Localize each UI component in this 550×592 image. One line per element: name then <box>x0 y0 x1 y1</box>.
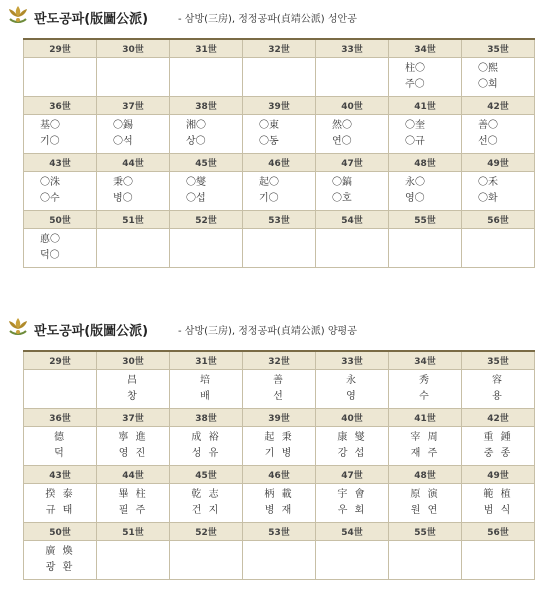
generation-label: 35世 <box>462 39 535 58</box>
hangul-name: 재 주 <box>410 448 440 459</box>
name-row <box>24 115 535 154</box>
hanja-name: 秉〇 <box>113 177 133 188</box>
name-cell <box>24 484 97 523</box>
section-title-row <box>0 0 550 34</box>
hanja-name: 寧 進 <box>118 432 148 443</box>
hanja-name: 昌 <box>127 375 139 386</box>
section-subtitle: - 삼방(三房), 정정공파(貞靖公派) 성안공 <box>178 14 357 25</box>
name-cell <box>97 427 170 466</box>
hanja-name: 畢 柱 <box>118 489 148 500</box>
hangul-name: 우 회 <box>337 505 367 516</box>
hangul-name: 상〇 <box>186 136 206 147</box>
generation-label: 39世 <box>243 97 316 115</box>
generation-label: 54世 <box>316 211 389 229</box>
generation-label: 49世 <box>462 154 535 172</box>
hangul-name: 성 유 <box>191 448 221 459</box>
name-cell <box>243 229 316 268</box>
hanja-name: 揆 泰 <box>45 489 75 500</box>
name-cell <box>316 58 389 97</box>
name-cell <box>170 541 243 580</box>
name-cell <box>170 370 243 409</box>
name-row <box>24 427 535 466</box>
name-cell <box>316 115 389 154</box>
name-cell <box>243 172 316 211</box>
hanja-name: 宰 周 <box>410 432 440 443</box>
name-cell <box>170 58 243 97</box>
generation-label: 39世 <box>243 409 316 427</box>
hangul-name: 중 종 <box>483 448 513 459</box>
generation-label: 34世 <box>389 351 462 370</box>
hanja-name: 善〇 <box>478 120 498 131</box>
generation-label: 38世 <box>170 409 243 427</box>
hangul-name: 기 병 <box>264 448 294 459</box>
hangul-name: 광 환 <box>45 562 75 573</box>
hanja-name: 乾 志 <box>191 489 221 500</box>
hanja-name: 廣 煥 <box>45 546 75 557</box>
name-cell <box>243 541 316 580</box>
hanja-name: 康 燮 <box>337 432 367 443</box>
name-cell <box>97 58 170 97</box>
hangul-name: 〇석 <box>113 136 133 147</box>
generation-label: 55世 <box>389 523 462 541</box>
generation-header-row <box>24 39 535 58</box>
name-cell <box>462 484 535 523</box>
generation-label: 42世 <box>462 409 535 427</box>
name-cell <box>462 427 535 466</box>
hanja-name: 宇 會 <box>337 489 367 500</box>
name-cell <box>97 541 170 580</box>
hangul-name: 용 <box>492 391 504 402</box>
hangul-name: 수 <box>419 391 431 402</box>
generation-header-row <box>24 409 535 427</box>
name-cell <box>243 370 316 409</box>
generation-label: 52世 <box>170 523 243 541</box>
hanja-name: 秀 <box>419 375 431 386</box>
generation-label: 51世 <box>97 211 170 229</box>
hanja-name: 永 <box>346 375 358 386</box>
hanja-name: 善 <box>273 375 285 386</box>
generation-label: 50世 <box>24 211 97 229</box>
generation-label: 43世 <box>24 466 97 484</box>
genealogy-section-1 <box>0 0 550 261</box>
generation-label: 49世 <box>462 466 535 484</box>
generation-label: 48世 <box>389 154 462 172</box>
hangul-name: 기〇 <box>40 136 60 147</box>
hanja-name: 〇錫 <box>113 120 133 131</box>
name-cell <box>316 370 389 409</box>
name-row <box>24 370 535 409</box>
hanja-name: 柄 載 <box>264 489 294 500</box>
name-cell <box>24 115 97 154</box>
generation-label: 48世 <box>389 466 462 484</box>
hanja-name: 成 裕 <box>191 432 221 443</box>
generation-label: 36世 <box>24 97 97 115</box>
hanja-name: 〇奎 <box>405 120 425 131</box>
generation-header-row <box>24 154 535 172</box>
generation-label: 32世 <box>243 39 316 58</box>
name-cell <box>462 172 535 211</box>
name-cell <box>316 229 389 268</box>
hangul-name: 〇희 <box>478 79 498 90</box>
name-cell <box>389 58 462 97</box>
generation-label: 44世 <box>97 466 170 484</box>
name-cell <box>462 229 535 268</box>
generation-label: 56世 <box>462 211 535 229</box>
name-cell <box>389 541 462 580</box>
generation-label: 47世 <box>316 154 389 172</box>
hangul-name: 필 주 <box>118 505 148 516</box>
section-subtitle: - 삼방(三房), 정정공파(貞靖公派) 양평공 <box>178 326 357 337</box>
name-row <box>24 484 535 523</box>
section-title: 판도공파(版圖公派) <box>34 324 149 339</box>
hangul-name: 선〇 <box>478 136 498 147</box>
generation-label: 46世 <box>243 466 316 484</box>
hangul-name: 원 연 <box>410 505 440 516</box>
hanja-name: 〇鎬 <box>332 177 352 188</box>
generation-label: 32世 <box>243 351 316 370</box>
hanja-name: 起〇 <box>259 177 279 188</box>
name-cell <box>243 484 316 523</box>
generation-label: 40世 <box>316 409 389 427</box>
name-cell <box>24 541 97 580</box>
name-cell <box>24 370 97 409</box>
generation-label: 50世 <box>24 523 97 541</box>
family-crest-icon <box>5 4 31 26</box>
name-cell <box>389 172 462 211</box>
hangul-name: 영 <box>346 391 358 402</box>
generation-label: 45世 <box>170 154 243 172</box>
name-cell <box>316 427 389 466</box>
name-cell <box>24 427 97 466</box>
hangul-name: 강 섭 <box>337 448 367 459</box>
hangul-name: 건 지 <box>191 505 221 516</box>
generation-label: 35世 <box>462 351 535 370</box>
generation-label: 31世 <box>170 351 243 370</box>
name-cell <box>243 115 316 154</box>
generation-header-row <box>24 523 535 541</box>
generation-label: 55世 <box>389 211 462 229</box>
generation-label: 41世 <box>389 409 462 427</box>
name-cell <box>97 172 170 211</box>
generation-label: 34世 <box>389 39 462 58</box>
generation-label: 37世 <box>97 97 170 115</box>
hanja-name: 德 <box>54 432 66 443</box>
generation-label: 36世 <box>24 409 97 427</box>
name-cell <box>170 484 243 523</box>
generation-label: 53世 <box>243 211 316 229</box>
hanja-name: 湘〇 <box>186 120 206 131</box>
generation-label: 45世 <box>170 466 243 484</box>
name-cell <box>97 484 170 523</box>
name-cell <box>389 115 462 154</box>
name-cell <box>462 58 535 97</box>
generation-label: 40世 <box>316 97 389 115</box>
generation-label: 41世 <box>389 97 462 115</box>
name-cell <box>170 229 243 268</box>
generation-header-row <box>24 466 535 484</box>
hanja-name: 起 秉 <box>264 432 294 443</box>
name-cell <box>462 115 535 154</box>
hanja-name: 重 鍾 <box>483 432 513 443</box>
name-row <box>24 229 535 268</box>
genealogy-section-2 <box>0 312 550 573</box>
name-row <box>24 58 535 97</box>
hangul-name: 〇규 <box>405 136 425 147</box>
generation-table <box>23 350 535 580</box>
hangul-name: 창 <box>127 391 139 402</box>
hanja-name: 悳〇 <box>40 234 60 245</box>
generation-label: 38世 <box>170 97 243 115</box>
generation-header-row <box>24 211 535 229</box>
generation-header-row <box>24 97 535 115</box>
name-cell <box>24 58 97 97</box>
name-cell <box>170 172 243 211</box>
name-cell <box>462 370 535 409</box>
hangul-name: 〇수 <box>40 193 60 204</box>
hangul-name: 영〇 <box>405 193 425 204</box>
name-cell <box>170 115 243 154</box>
hangul-name: 병 재 <box>264 505 294 516</box>
hanja-name: 〇東 <box>259 120 279 131</box>
name-cell <box>316 541 389 580</box>
hanja-name: 〇禾 <box>478 177 498 188</box>
hanja-name: 原 演 <box>410 489 440 500</box>
hanja-name: 永〇 <box>405 177 425 188</box>
generation-label: 31世 <box>170 39 243 58</box>
name-cell <box>389 370 462 409</box>
generation-label: 30世 <box>97 39 170 58</box>
generation-table <box>23 38 535 268</box>
name-cell <box>389 229 462 268</box>
name-row <box>24 172 535 211</box>
hangul-name: 〇호 <box>332 193 352 204</box>
name-cell <box>24 229 97 268</box>
hanja-name: 培 <box>200 375 212 386</box>
name-cell <box>316 172 389 211</box>
hangul-name: 연〇 <box>332 136 352 147</box>
generation-label: 43世 <box>24 154 97 172</box>
hangul-name: 선 <box>273 391 285 402</box>
name-cell <box>24 172 97 211</box>
name-cell <box>97 370 170 409</box>
name-cell <box>316 484 389 523</box>
section-title: 판도공파(版圖公派) <box>34 12 149 27</box>
name-row <box>24 541 535 580</box>
section-title-row <box>0 312 550 346</box>
generation-label: 44世 <box>97 154 170 172</box>
generation-label: 56世 <box>462 523 535 541</box>
generation-label: 29世 <box>24 351 97 370</box>
family-crest-icon <box>5 316 31 338</box>
name-cell <box>243 427 316 466</box>
generation-label: 33世 <box>316 39 389 58</box>
name-cell <box>243 58 316 97</box>
hangul-name: 규 태 <box>45 505 75 516</box>
generation-label: 30世 <box>97 351 170 370</box>
generation-header-row <box>24 351 535 370</box>
hangul-name: 영 진 <box>118 448 148 459</box>
hanja-name: 容 <box>492 375 504 386</box>
name-cell <box>389 427 462 466</box>
generation-label: 54世 <box>316 523 389 541</box>
generation-label: 42世 <box>462 97 535 115</box>
generation-label: 46世 <box>243 154 316 172</box>
generation-label: 37世 <box>97 409 170 427</box>
hanja-name: 柱〇 <box>405 63 425 74</box>
name-cell <box>462 541 535 580</box>
hangul-name: 배 <box>200 391 212 402</box>
hanja-name: 〇洙 <box>40 177 60 188</box>
hangul-name: 주〇 <box>405 79 425 90</box>
name-cell <box>389 484 462 523</box>
generation-label: 53世 <box>243 523 316 541</box>
generation-label: 29世 <box>24 39 97 58</box>
hanja-name: 然〇 <box>332 120 352 131</box>
hanja-name: 〇燮 <box>186 177 206 188</box>
hangul-name: 덕 <box>54 448 66 459</box>
hangul-name: 기〇 <box>259 193 279 204</box>
hangul-name: 〇동 <box>259 136 279 147</box>
name-cell <box>170 427 243 466</box>
hangul-name: 〇화 <box>478 193 498 204</box>
generation-label: 52世 <box>170 211 243 229</box>
name-cell <box>97 229 170 268</box>
generation-label: 51世 <box>97 523 170 541</box>
hangul-name: 〇섭 <box>186 193 206 204</box>
name-cell <box>97 115 170 154</box>
hangul-name: 병〇 <box>113 193 133 204</box>
generation-label: 33世 <box>316 351 389 370</box>
hanja-name: 〇熙 <box>478 63 498 74</box>
generation-label: 47世 <box>316 466 389 484</box>
hanja-name: 範 植 <box>483 489 513 500</box>
hanja-name: 基〇 <box>40 120 60 131</box>
hangul-name: 범 식 <box>483 505 513 516</box>
hangul-name: 덕〇 <box>40 250 60 261</box>
